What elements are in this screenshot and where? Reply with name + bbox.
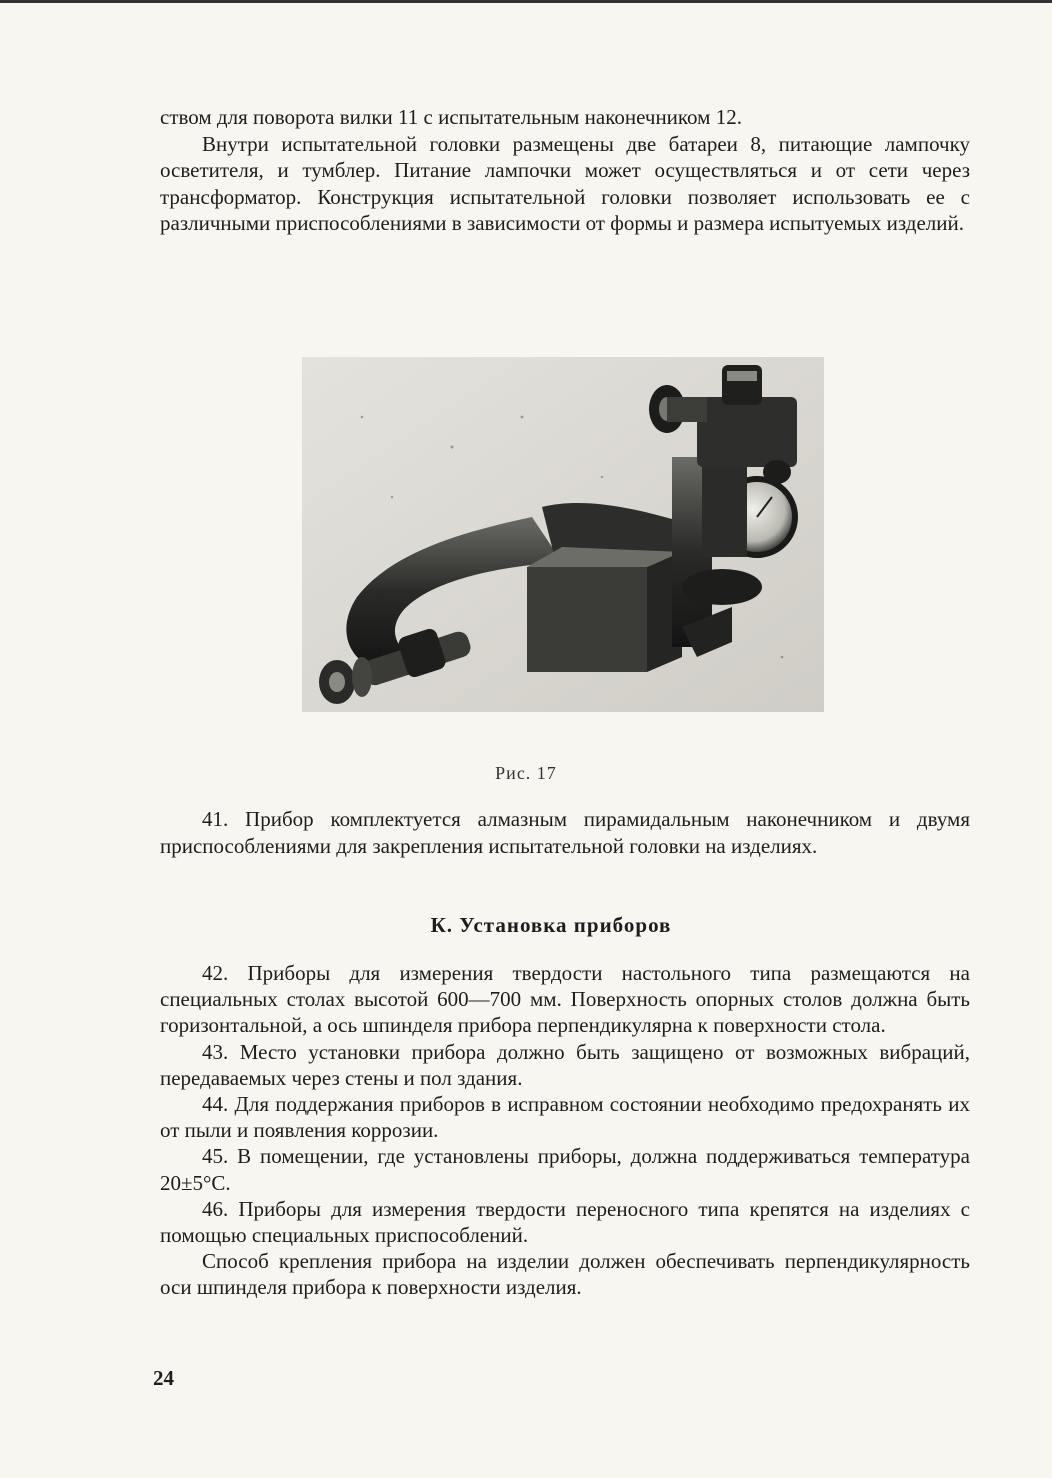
paragraph-43: 43. Место установки прибора должно быть защищено от возможных вибраций, передаваемых через стены и пол здания. [160,1039,970,1090]
paragraph-41-block [160,806,970,859]
hardness-tester-photo-icon [302,357,824,712]
page-top-border [0,0,1052,3]
paragraph-45: 45. В помещении, где установлены приборы, должна поддерживаться температура 20±5°C. [160,1144,970,1195]
page-number: 24 [153,1366,174,1390]
paragraph-44: 44. Для поддержания приборов в исправном состоянии необходимо предохранять их от пыли и появления коррозии. [160,1092,970,1143]
figure-caption: Рис. 17 [495,763,557,783]
installation-section [160,960,970,1301]
paragraph-mounting: Способ крепления прибора на изделии должен обеспечивать перпендикулярность оси шпинделя прибора к поверхности изделия. [160,1249,970,1300]
paragraph-batteries: Внутри испытательной головки размещены две батареи 8, питающие лампочку осветителя, и тумблер. Питание лампочки может осуществляться и от сети через трансформатор. Конструкция испытательной головки позволяет использовать ее с различными приспособлениями в зависимости от формы и размера испытуемых изделий. [160,131,970,235]
paragraph-42: 42. Приборы для измерения твердости настольного типа размещаются на специальных столах высотой 600—700 мм. Поверхность опорных столов должна быть горизонтальной, а ось шпинделя прибора перпендикулярна к поверхности стола. [160,961,970,1038]
top-text-block [160,104,970,237]
paragraph-continuation: ством для поворота вилки 11 с испытательным наконечником 12. [160,105,742,129]
paragraph-41: 41. Прибор комплектуется алмазным пирамидальным наконечником и двумя приспособлениями для закрепления испытательной головки на изделиях. [160,807,970,858]
section-heading: К. Установка приборов [430,913,672,937]
paragraph-46: 46. Приборы для измерения твердости переносного типа крепятся на изделиях с помощью специальных приспособлений. [160,1196,970,1248]
